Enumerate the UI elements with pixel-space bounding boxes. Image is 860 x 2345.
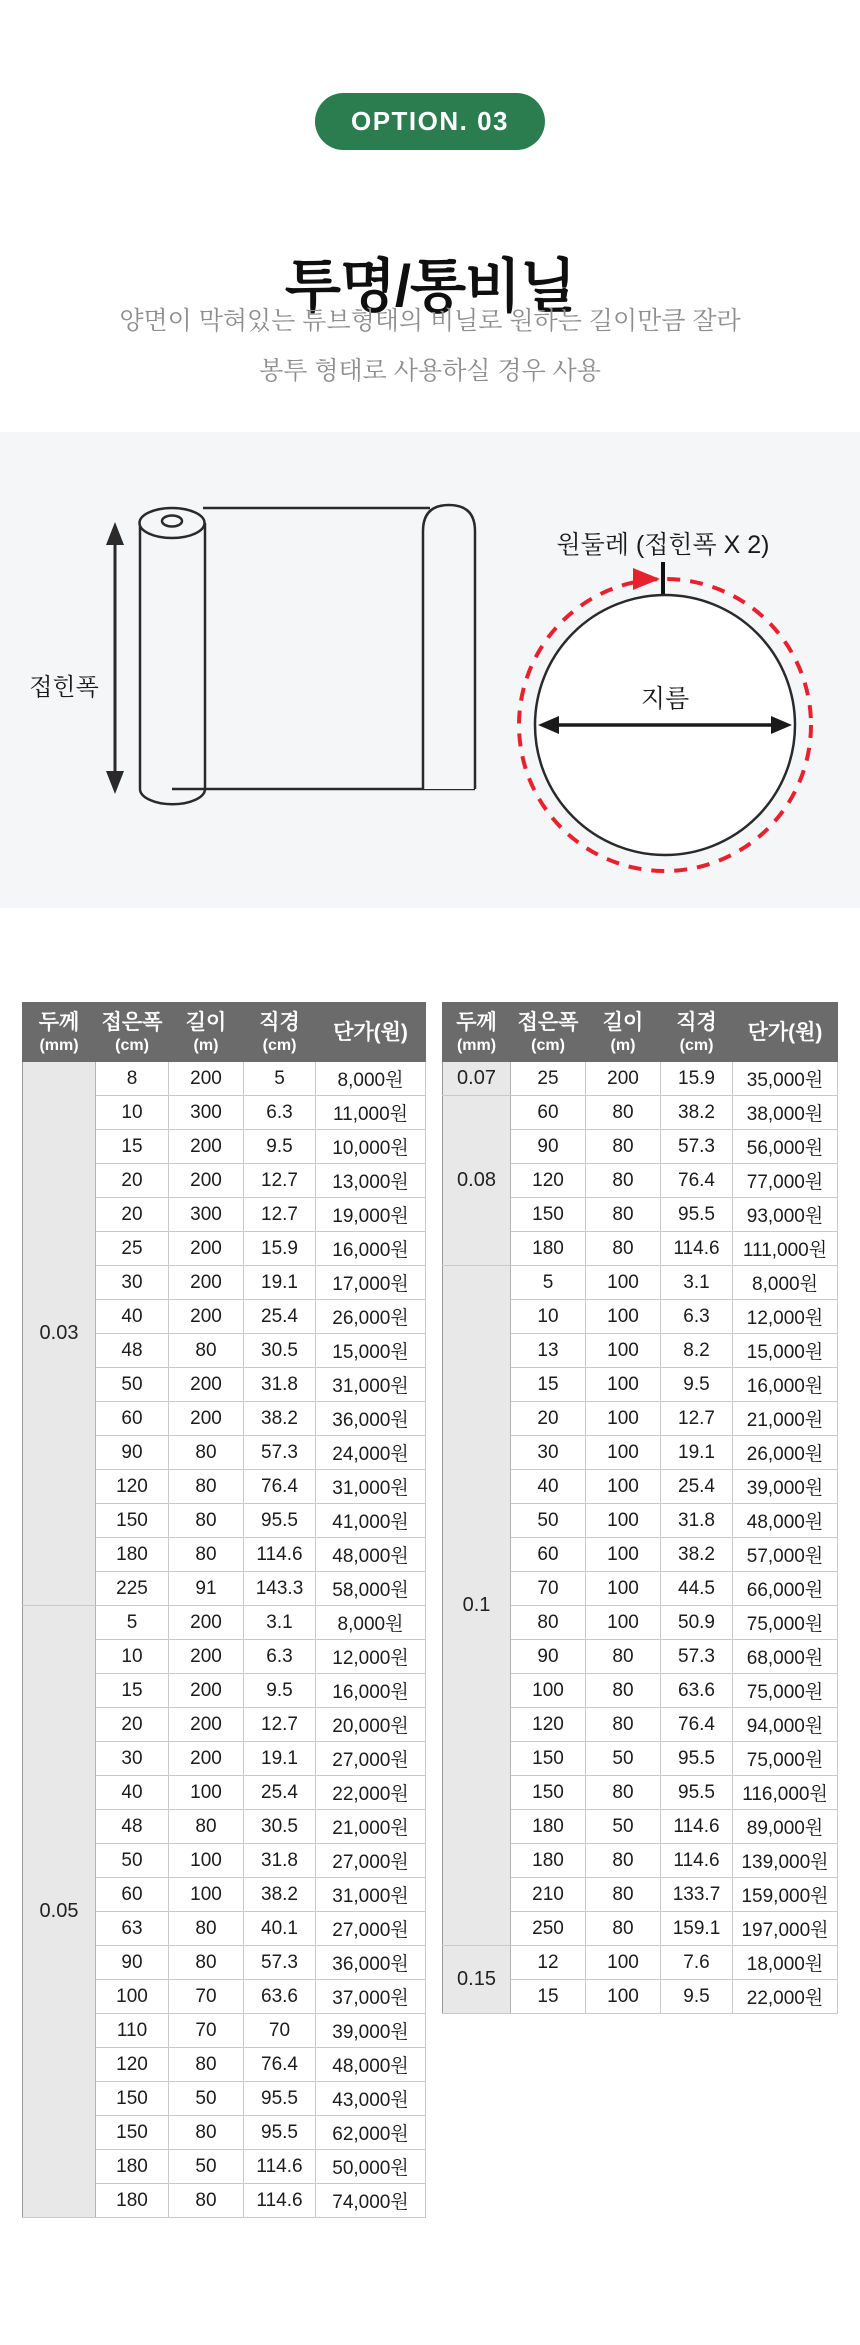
table-cell: 50 bbox=[96, 1368, 169, 1402]
table-cell: 50.9 bbox=[661, 1606, 733, 1640]
table-cell: 38.2 bbox=[661, 1096, 733, 1130]
table-cell: 30 bbox=[511, 1436, 586, 1470]
table-cell: 60 bbox=[511, 1096, 586, 1130]
table-cell: 18,000원 bbox=[733, 1946, 838, 1980]
table-cell: 200 bbox=[169, 1742, 244, 1776]
table-cell: 150 bbox=[511, 1198, 586, 1232]
price-table bbox=[442, 1002, 838, 2014]
thickness-cell: 0.15 bbox=[443, 1946, 511, 2014]
table-cell: 56,000원 bbox=[733, 1130, 838, 1164]
table-cell: 94,000원 bbox=[733, 1708, 838, 1742]
table-cell: 6.3 bbox=[244, 1096, 316, 1130]
table-cell: 9.5 bbox=[244, 1130, 316, 1164]
option-badge: OPTION. 03 bbox=[315, 93, 545, 150]
table-cell: 91 bbox=[169, 1572, 244, 1606]
table-cell: 100 bbox=[586, 1504, 661, 1538]
table-cell: 25 bbox=[96, 1232, 169, 1266]
table-cell: 200 bbox=[169, 1266, 244, 1300]
table-cell: 100 bbox=[96, 1980, 169, 2014]
thickness-cell: 0.03 bbox=[23, 1062, 96, 1606]
table-cell: 8,000원 bbox=[733, 1266, 838, 1300]
table-cell: 80 bbox=[586, 1776, 661, 1810]
table-cell: 57.3 bbox=[661, 1640, 733, 1674]
table-cell: 114.6 bbox=[661, 1844, 733, 1878]
table-cell: 95.5 bbox=[661, 1742, 733, 1776]
table-cell: 74,000원 bbox=[316, 2184, 426, 2218]
table-cell: 25.4 bbox=[244, 1300, 316, 1334]
table-cell: 12 bbox=[511, 1946, 586, 1980]
table-cell: 100 bbox=[586, 1436, 661, 1470]
table-cell: 80 bbox=[586, 1844, 661, 1878]
column-header: 두께 (mm) bbox=[23, 1003, 96, 1062]
table-cell: 80 bbox=[169, 1436, 244, 1470]
table-cell: 57.3 bbox=[244, 1946, 316, 1980]
table-cell: 100 bbox=[586, 1300, 661, 1334]
table-cell: 57.3 bbox=[244, 1436, 316, 1470]
table-cell: 13,000원 bbox=[316, 1164, 426, 1198]
thickness-cell: 0.1 bbox=[443, 1266, 511, 1946]
table-cell: 26,000원 bbox=[733, 1436, 838, 1470]
table-cell: 10 bbox=[96, 1096, 169, 1130]
table-cell: 68,000원 bbox=[733, 1640, 838, 1674]
table-cell: 200 bbox=[169, 1300, 244, 1334]
table-cell: 9.5 bbox=[244, 1674, 316, 1708]
table-cell: 48,000원 bbox=[733, 1504, 838, 1538]
table-cell: 50 bbox=[169, 2150, 244, 2184]
table-cell: 114.6 bbox=[244, 2184, 316, 2218]
table-cell: 20,000원 bbox=[316, 1708, 426, 1742]
table-cell: 38,000원 bbox=[733, 1096, 838, 1130]
table-cell: 15,000원 bbox=[733, 1334, 838, 1368]
table-cell: 120 bbox=[511, 1708, 586, 1742]
table-cell: 80 bbox=[586, 1232, 661, 1266]
table-cell: 21,000원 bbox=[316, 1810, 426, 1844]
table-cell: 95.5 bbox=[244, 2116, 316, 2150]
table-cell: 43,000원 bbox=[316, 2082, 426, 2116]
table-cell: 90 bbox=[511, 1130, 586, 1164]
subtitle bbox=[0, 296, 860, 396]
table-cell: 90 bbox=[96, 1946, 169, 1980]
table-cell: 80 bbox=[586, 1912, 661, 1946]
table-cell: 100 bbox=[586, 1606, 661, 1640]
table-cell: 15.9 bbox=[661, 1062, 733, 1096]
table-cell: 37,000원 bbox=[316, 1980, 426, 2014]
header-row bbox=[443, 1003, 838, 1062]
column-header: 직경 (cm) bbox=[244, 1003, 316, 1062]
column-header: 접은폭 (cm) bbox=[511, 1003, 586, 1062]
table-cell: 44.5 bbox=[661, 1572, 733, 1606]
table-cell: 27,000원 bbox=[316, 1912, 426, 1946]
table-cell: 80 bbox=[511, 1606, 586, 1640]
table-cell: 41,000원 bbox=[316, 1504, 426, 1538]
table-cell: 22,000원 bbox=[316, 1776, 426, 1810]
table-cell: 12,000원 bbox=[733, 1300, 838, 1334]
table-cell: 100 bbox=[511, 1674, 586, 1708]
table-cell: 200 bbox=[169, 1368, 244, 1402]
table-cell: 90 bbox=[96, 1436, 169, 1470]
table-cell: 15.9 bbox=[244, 1232, 316, 1266]
column-header: 길이 (m) bbox=[586, 1003, 661, 1062]
table-cell: 50 bbox=[586, 1742, 661, 1776]
table-cell: 180 bbox=[96, 2150, 169, 2184]
table-cell: 48,000원 bbox=[316, 1538, 426, 1572]
table-cell: 6.3 bbox=[661, 1300, 733, 1334]
table-cell: 19,000원 bbox=[316, 1198, 426, 1232]
table-cell: 39,000원 bbox=[316, 2014, 426, 2048]
table-cell: 100 bbox=[586, 1572, 661, 1606]
table-cell: 100 bbox=[586, 1538, 661, 1572]
table-cell: 15 bbox=[511, 1980, 586, 2014]
table-cell: 21,000원 bbox=[733, 1402, 838, 1436]
thickness-cell: 0.08 bbox=[443, 1096, 511, 1266]
table-cell: 38.2 bbox=[661, 1538, 733, 1572]
table-cell: 48 bbox=[96, 1334, 169, 1368]
table-row bbox=[23, 1606, 426, 1640]
table-cell: 6.3 bbox=[244, 1640, 316, 1674]
table-cell: 50 bbox=[511, 1504, 586, 1538]
table-cell: 15 bbox=[96, 1674, 169, 1708]
table-cell: 200 bbox=[169, 1674, 244, 1708]
table-cell: 76.4 bbox=[244, 2048, 316, 2082]
table-cell: 76.4 bbox=[661, 1164, 733, 1198]
table-cell: 180 bbox=[511, 1810, 586, 1844]
table-cell: 200 bbox=[169, 1062, 244, 1096]
table-cell: 80 bbox=[169, 2116, 244, 2150]
table-cell: 27,000원 bbox=[316, 1742, 426, 1776]
table-cell: 200 bbox=[169, 1708, 244, 1742]
table-cell: 75,000원 bbox=[733, 1674, 838, 1708]
thickness-cell: 0.05 bbox=[23, 1606, 96, 2218]
table-cell: 100 bbox=[586, 1368, 661, 1402]
diagram-panel bbox=[0, 432, 860, 908]
table-cell: 80 bbox=[169, 1334, 244, 1368]
table-cell: 22,000원 bbox=[733, 1980, 838, 2014]
table-cell: 17,000원 bbox=[316, 1266, 426, 1300]
table-cell: 50 bbox=[96, 1844, 169, 1878]
table-cell: 30 bbox=[96, 1266, 169, 1300]
thickness-cell: 0.07 bbox=[443, 1062, 511, 1096]
table-cell: 20 bbox=[511, 1402, 586, 1436]
table-cell: 20 bbox=[96, 1164, 169, 1198]
diameter-label: 지름 bbox=[640, 685, 690, 713]
table-cell: 5 bbox=[96, 1606, 169, 1640]
table-cell: 300 bbox=[169, 1096, 244, 1130]
table-cell: 20 bbox=[96, 1708, 169, 1742]
table-cell: 3.1 bbox=[661, 1266, 733, 1300]
table-cell: 31,000원 bbox=[316, 1470, 426, 1504]
table-cell: 11,000원 bbox=[316, 1096, 426, 1130]
table-cell: 50 bbox=[586, 1810, 661, 1844]
table-cell: 143.3 bbox=[244, 1572, 316, 1606]
table-cell: 57.3 bbox=[661, 1130, 733, 1164]
table-cell: 200 bbox=[169, 1606, 244, 1640]
table-cell: 100 bbox=[586, 1266, 661, 1300]
table-cell: 24,000원 bbox=[316, 1436, 426, 1470]
vinyl-diagram bbox=[0, 432, 860, 908]
table-cell: 150 bbox=[96, 2082, 169, 2116]
column-header: 단가(원) bbox=[733, 1003, 838, 1062]
table-cell: 80 bbox=[586, 1164, 661, 1198]
table-cell: 80 bbox=[169, 2048, 244, 2082]
table-cell: 200 bbox=[169, 1130, 244, 1164]
table-cell: 40 bbox=[511, 1470, 586, 1504]
table-cell: 100 bbox=[586, 1402, 661, 1436]
table-cell: 62,000원 bbox=[316, 2116, 426, 2150]
table-cell: 12.7 bbox=[244, 1164, 316, 1198]
table-cell: 16,000원 bbox=[316, 1674, 426, 1708]
subtitle-line-2: 봉투 형태로 사용하실 경우 사용 bbox=[259, 357, 601, 385]
table-cell: 70 bbox=[169, 1980, 244, 2014]
table-cell: 93,000원 bbox=[733, 1198, 838, 1232]
table-cell: 70 bbox=[244, 2014, 316, 2048]
table-cell: 5 bbox=[244, 1062, 316, 1096]
table-cell: 50 bbox=[169, 2082, 244, 2116]
table-cell: 76.4 bbox=[661, 1708, 733, 1742]
table-cell: 15 bbox=[96, 1130, 169, 1164]
table-cell: 250 bbox=[511, 1912, 586, 1946]
table-cell: 12,000원 bbox=[316, 1640, 426, 1674]
table-cell: 114.6 bbox=[661, 1232, 733, 1266]
table-cell: 120 bbox=[96, 1470, 169, 1504]
table-cell: 60 bbox=[511, 1538, 586, 1572]
table-cell: 133.7 bbox=[661, 1878, 733, 1912]
table-cell: 35,000원 bbox=[733, 1062, 838, 1096]
table-cell: 200 bbox=[169, 1402, 244, 1436]
table-cell: 10 bbox=[511, 1300, 586, 1334]
table-cell: 60 bbox=[96, 1402, 169, 1436]
table-cell: 150 bbox=[511, 1742, 586, 1776]
table-cell: 48,000원 bbox=[316, 2048, 426, 2082]
table-cell: 100 bbox=[169, 1776, 244, 1810]
table-cell: 16,000원 bbox=[733, 1368, 838, 1402]
table-cell: 57,000원 bbox=[733, 1538, 838, 1572]
table-cell: 10 bbox=[96, 1640, 169, 1674]
table-cell: 210 bbox=[511, 1878, 586, 1912]
table-cell: 100 bbox=[586, 1980, 661, 2014]
table-cell: 80 bbox=[169, 1810, 244, 1844]
table-cell: 159,000원 bbox=[733, 1878, 838, 1912]
table-row bbox=[443, 1062, 838, 1096]
table-cell: 8 bbox=[96, 1062, 169, 1096]
table-cell: 150 bbox=[511, 1776, 586, 1810]
table-cell: 8,000원 bbox=[316, 1606, 426, 1640]
table-cell: 7.6 bbox=[661, 1946, 733, 1980]
table-cell: 13 bbox=[511, 1334, 586, 1368]
table-cell: 40 bbox=[96, 1300, 169, 1334]
table-row bbox=[443, 1946, 838, 1980]
table-cell: 150 bbox=[96, 1504, 169, 1538]
table-cell: 120 bbox=[511, 1164, 586, 1198]
table-cell: 100 bbox=[169, 1878, 244, 1912]
table-cell: 3.1 bbox=[244, 1606, 316, 1640]
table-cell: 19.1 bbox=[661, 1436, 733, 1470]
table-cell: 80 bbox=[586, 1708, 661, 1742]
table-cell: 76.4 bbox=[244, 1470, 316, 1504]
table-cell: 38.2 bbox=[244, 1878, 316, 1912]
table-cell: 77,000원 bbox=[733, 1164, 838, 1198]
table-cell: 100 bbox=[586, 1334, 661, 1368]
table-cell: 100 bbox=[586, 1946, 661, 1980]
table-cell: 12.7 bbox=[244, 1198, 316, 1232]
table-cell: 80 bbox=[169, 1504, 244, 1538]
table-cell: 100 bbox=[586, 1470, 661, 1504]
table-cell: 25 bbox=[511, 1062, 586, 1096]
table-cell: 25.4 bbox=[661, 1470, 733, 1504]
table-cell: 25.4 bbox=[244, 1776, 316, 1810]
table-cell: 58,000원 bbox=[316, 1572, 426, 1606]
table-cell: 120 bbox=[96, 2048, 169, 2082]
price-table-right bbox=[442, 1002, 837, 2014]
table-cell: 95.5 bbox=[661, 1198, 733, 1232]
column-header: 접은폭 (cm) bbox=[96, 1003, 169, 1062]
table-cell: 63.6 bbox=[244, 1980, 316, 2014]
table-cell: 36,000원 bbox=[316, 1946, 426, 1980]
price-table bbox=[22, 1002, 426, 2218]
column-header: 길이 (m) bbox=[169, 1003, 244, 1062]
table-cell: 26,000원 bbox=[316, 1300, 426, 1334]
page-title: 투명/통비닐 bbox=[284, 253, 576, 319]
circumference-label: 원둘레 (접힌폭 X 2) bbox=[556, 531, 770, 559]
table-cell: 16,000원 bbox=[316, 1232, 426, 1266]
table-cell: 180 bbox=[511, 1844, 586, 1878]
table-cell: 19.1 bbox=[244, 1742, 316, 1776]
table-cell: 60 bbox=[96, 1878, 169, 1912]
table-cell: 31,000원 bbox=[316, 1368, 426, 1402]
table-cell: 80 bbox=[169, 1912, 244, 1946]
table-row bbox=[443, 1096, 838, 1130]
table-cell: 200 bbox=[169, 1164, 244, 1198]
table-cell: 9.5 bbox=[661, 1368, 733, 1402]
folded-width-label: 접힌폭 bbox=[29, 674, 99, 701]
table-cell: 90 bbox=[511, 1640, 586, 1674]
table-cell: 80 bbox=[586, 1096, 661, 1130]
table-cell: 31.8 bbox=[661, 1504, 733, 1538]
column-header: 두께 (mm) bbox=[443, 1003, 511, 1062]
column-header: 단가(원) bbox=[316, 1003, 426, 1062]
table-cell: 139,000원 bbox=[733, 1844, 838, 1878]
table-cell: 80 bbox=[586, 1130, 661, 1164]
table-cell: 159.1 bbox=[661, 1912, 733, 1946]
circumference-arrow-icon bbox=[633, 568, 660, 590]
table-cell: 15 bbox=[511, 1368, 586, 1402]
header-row bbox=[23, 1003, 426, 1062]
table-cell: 40 bbox=[96, 1776, 169, 1810]
table-cell: 80 bbox=[586, 1878, 661, 1912]
column-header: 직경 (cm) bbox=[661, 1003, 733, 1062]
table-cell: 12.7 bbox=[244, 1708, 316, 1742]
table-cell: 31.8 bbox=[244, 1844, 316, 1878]
table-cell: 180 bbox=[96, 1538, 169, 1572]
table-cell: 200 bbox=[169, 1640, 244, 1674]
table-cell: 40.1 bbox=[244, 1912, 316, 1946]
table-cell: 114.6 bbox=[244, 1538, 316, 1572]
table-cell: 66,000원 bbox=[733, 1572, 838, 1606]
table-cell: 150 bbox=[96, 2116, 169, 2150]
table-cell: 225 bbox=[96, 1572, 169, 1606]
table-cell: 63.6 bbox=[661, 1674, 733, 1708]
table-row bbox=[23, 1062, 426, 1096]
folded-width-arrow bbox=[106, 522, 124, 794]
table-cell: 80 bbox=[169, 1946, 244, 1980]
table-cell: 80 bbox=[169, 2184, 244, 2218]
table-cell: 80 bbox=[586, 1640, 661, 1674]
table-cell: 20 bbox=[96, 1198, 169, 1232]
table-cell: 30.5 bbox=[244, 1334, 316, 1368]
table-cell: 15,000원 bbox=[316, 1334, 426, 1368]
table-row bbox=[443, 1266, 838, 1300]
table-cell: 8,000원 bbox=[316, 1062, 426, 1096]
table-cell: 114.6 bbox=[244, 2150, 316, 2184]
table-cell: 200 bbox=[586, 1062, 661, 1096]
table-cell: 95.5 bbox=[244, 1504, 316, 1538]
table-cell: 10,000원 bbox=[316, 1130, 426, 1164]
table-cell: 50,000원 bbox=[316, 2150, 426, 2184]
table-cell: 300 bbox=[169, 1198, 244, 1232]
table-cell: 31,000원 bbox=[316, 1878, 426, 1912]
table-cell: 197,000원 bbox=[733, 1912, 838, 1946]
subtitle-line-1: 양면이 막혀있는 튜브형태의 비닐로 원하는 길이만큼 잘라 bbox=[119, 307, 741, 335]
table-cell: 63 bbox=[96, 1912, 169, 1946]
table-cell: 30.5 bbox=[244, 1810, 316, 1844]
table-cell: 114.6 bbox=[661, 1810, 733, 1844]
table-cell: 48 bbox=[96, 1810, 169, 1844]
table-cell: 111,000원 bbox=[733, 1232, 838, 1266]
table-cell: 19.1 bbox=[244, 1266, 316, 1300]
table-cell: 110 bbox=[96, 2014, 169, 2048]
table-cell: 9.5 bbox=[661, 1980, 733, 2014]
table-cell: 75,000원 bbox=[733, 1742, 838, 1776]
table-cell: 39,000원 bbox=[733, 1470, 838, 1504]
table-cell: 80 bbox=[586, 1674, 661, 1708]
table-cell: 27,000원 bbox=[316, 1844, 426, 1878]
table-cell: 12.7 bbox=[661, 1402, 733, 1436]
table-cell: 8.2 bbox=[661, 1334, 733, 1368]
table-cell: 95.5 bbox=[244, 2082, 316, 2116]
table-cell: 116,000원 bbox=[733, 1776, 838, 1810]
table-cell: 5 bbox=[511, 1266, 586, 1300]
table-cell: 70 bbox=[511, 1572, 586, 1606]
table-cell: 31.8 bbox=[244, 1368, 316, 1402]
table-cell: 80 bbox=[169, 1538, 244, 1572]
table-cell: 80 bbox=[586, 1198, 661, 1232]
table-cell: 75,000원 bbox=[733, 1606, 838, 1640]
vinyl-roll-illustration bbox=[140, 505, 476, 804]
table-cell: 180 bbox=[96, 2184, 169, 2218]
table-cell: 30 bbox=[96, 1742, 169, 1776]
circumference-circle bbox=[519, 562, 811, 871]
price-table-left bbox=[22, 1002, 425, 2218]
table-cell: 38.2 bbox=[244, 1402, 316, 1436]
table-cell: 36,000원 bbox=[316, 1402, 426, 1436]
table-cell: 80 bbox=[169, 1470, 244, 1504]
table-cell: 100 bbox=[169, 1844, 244, 1878]
table-cell: 200 bbox=[169, 1232, 244, 1266]
table-cell: 89,000원 bbox=[733, 1810, 838, 1844]
table-cell: 70 bbox=[169, 2014, 244, 2048]
table-cell: 180 bbox=[511, 1232, 586, 1266]
table-cell: 95.5 bbox=[661, 1776, 733, 1810]
